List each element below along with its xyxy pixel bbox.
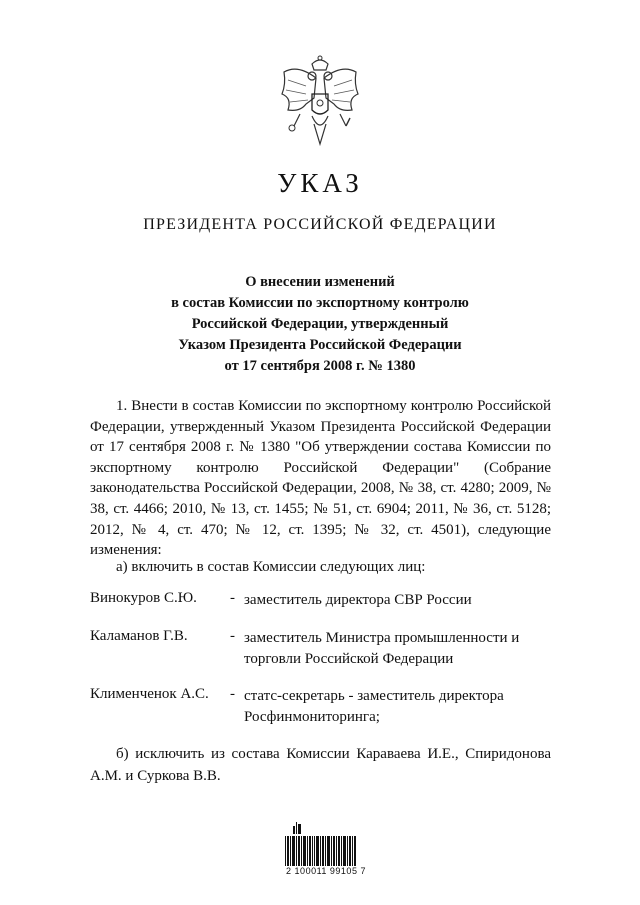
dash-separator: -	[230, 590, 235, 606]
person-role: заместитель директора СВР России	[244, 592, 472, 608]
person-role: заместитель Министра промышленности и торговли Российской Федерации	[244, 630, 520, 667]
heading-line: Российской Федерации, утвержденный	[191, 316, 449, 332]
decree-heading	[120, 272, 520, 377]
decree-subtitle: ПРЕЗИДЕНТА РОССИЙСКОЙ ФЕДЕРАЦИИ	[143, 216, 497, 233]
person-name: Винокуров С.Ю.	[90, 590, 197, 606]
paragraph-1: 1. Внести в состав Комиссии по экспортному контролю Российской Федерации, утвержденный Указом Президента Российской Федерации от 17 сентября 2008 г. № 1380 "Об утверждении состава Комиссии по экспортному контролю Российской Федерации" (Собрание законодательства Российской Федерации, 2008, № 38, ст. 4280; 2009, № 38, ст. 4466; 2010, № 13, ст. 1455; № 51, ст. 6904; 2011, № 36, ст. 5128; 2012, № 4, ст. 470; № 12, ст. 1395; № 32, ст. 4501), следующие изменения:	[90, 398, 551, 559]
paragraph-b: б) исключить из состава Комиссии Караваева И.Е., Спиридонова А.М. и Суркова В.В.	[90, 746, 551, 784]
dash-separator: -	[230, 686, 235, 702]
heading-line: в состав Комиссии по экспортному контролю	[171, 295, 469, 311]
person-role: статс-секретарь - заместитель директора Росфинмониторинга;	[244, 688, 504, 725]
person-name: Клименченок А.С.	[90, 686, 209, 702]
dash-separator: -	[230, 628, 235, 644]
coat-of-arms-emblem	[276, 54, 364, 154]
include-intro: а) включить в состав Комиссии следующих лиц:	[116, 559, 426, 575]
barcode-number: 2 100011 99105 7	[286, 866, 366, 876]
decree-title: УКАЗ	[277, 168, 363, 198]
heading-line: от 17 сентября 2008 г. № 1380	[224, 358, 416, 374]
person-name: Каламанов Г.В.	[90, 628, 188, 644]
heading-line: Указом Президента Российской Федерации	[178, 337, 462, 353]
heading-line: О внесении изменений	[245, 274, 395, 290]
